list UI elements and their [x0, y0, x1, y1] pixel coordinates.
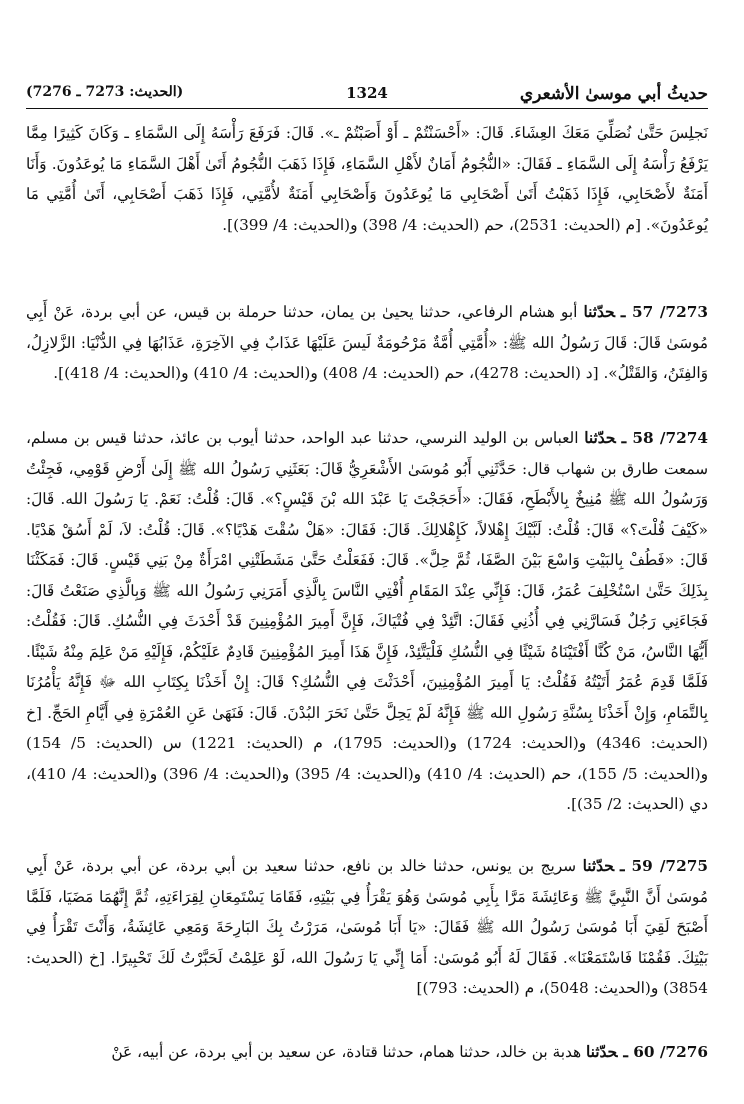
- hadith-lead: حدّثنا: [584, 429, 616, 447]
- hadith-number: 7275/ 59 ـ: [620, 857, 708, 875]
- hadith-number: 7273/ 57 ـ: [620, 303, 708, 321]
- hadith-lead: حدّثنا: [582, 857, 615, 875]
- hadith-lead: حدّثنا: [583, 303, 615, 321]
- chapter-title: حديثُ أبي موسىٰ الأشعري: [519, 84, 708, 104]
- hadith-text: أبو هشام الرفاعي، حدثنا يحيىٰ بن يمان، حدثنا حرملة بن قيس، عن أبي بردة، عَنْ أَبِي مُوسَىٰ قَالَ: قَالَ رَسُولُ الله ﷺ: «أُمَّتِي أُمَّةٌ مَرْحُومَةٌ لَيسَ عَلَيْهَا عَذَابٌ فِي الآخِرَةِ، عَذَابُهَا فِي الدُّنْيَا: الزَّلازِلُ، وَالفِتَنُ، وَالقَتْلُ». [د (الحديث: 4278)، حم (الحديث: 4/ 408) و(الحديث: 4/ 410) و(الحديث: 4/ 418)].: [26, 303, 708, 382]
- hadith-paragraph: [26, 297, 708, 389]
- hadith-text: هدبة بن خالد، حدثنا همام، حدثنا قتادة، عن سعيد بن أبي بردة، عن أبيه، عَنْ: [111, 1043, 582, 1061]
- hadith-paragraph: [26, 423, 708, 820]
- hadith-number: 7274/ 58 ـ: [621, 429, 709, 447]
- hadith-text: نَجلِسَ حَتَّىٰ نُصَلِّيَ مَعَكَ العِشَاءَ. قَالَ: «أَحْسَنْتُمْ ـ أَوْ أَصَبْتُمْ ـ». قَالَ: فَرَفَعَ رَأْسَهُ إِلَى السَّمَاءِ ـ وَكَانَ كَثِيرًا مِمَّا يَرْفَعُ رَأْسَهُ إِلَى السَّمَاءِ ـ فَقَالَ: «النُّجُومُ أَمَانٌ لأَهْلِ السَّمَاءِ، فَإِذَا ذَهَبَ النُّجُومُ أَتَىٰ أَهْلَ السَّمَاءِ مَا يُوعَدُونَ. وَأَنَا أَمَنَةٌ لأَصْحَابِي، فَإِذَا ذَهَبْتُ أَتَىٰ أَصْحَابِي مَا يُوعَدُونَ وَأَصْحَابِي أَمَنَةٌ لأُمَّتِي، فَإِذَا ذَهَبَ أَصْحَابِي، أَتَىٰ أُمَّتِي مَا يُوعَدُونَ». [م (الحديث: 2531)، حم (الحديث: 4/ 398) و(الحديث: 4/ 399)].: [26, 124, 708, 234]
- hadith-lead: حدّثنا: [585, 1043, 618, 1061]
- hadith-range: (الحديث: 7273 ـ 7276): [26, 84, 184, 100]
- hadith-block-continuation: [26, 118, 708, 240]
- hadith-block-7273: [26, 297, 708, 389]
- hadith-block-7275: [26, 851, 708, 1004]
- hadith-paragraph: [26, 851, 708, 1004]
- hadith-block-7274: [26, 423, 708, 820]
- hadith-text: العباس بن الوليد النرسي، حدثنا عبد الواحد، حدثنا أيوب بن عائذ، حدثنا قيس بن مسلم، سمعت طارق بن شهاب قال: حَدَّثَنِي أَبُو مُوسَىٰ الأَشْعَرِيُّ قَالَ: بَعَثَنِي رَسُولُ الله ﷺ إِلَىٰ أَرْضِ قَوْمِي، فَجِئْتُ وَرَسُولُ الله ﷺ مُنِيخٌ بِالأَبْطَحِ، فَقَالَ: «أَحَجَجْتَ يَا عَبْدَ الله بْنَ قَيْسٍ؟». قَالَ: قُلْتُ: نَعَمْ. يَا رَسُولَ الله. قَالَ: «كَيْفَ قُلْتَ؟» قَالَ: قُلْتُ: لَبَّيْكَ إِهْلالاً، كَإِهْلالِكَ. قَالَ: فَقَالَ: «هَلْ سُقْتَ هَدْيًا؟». قَالَ: قُلْتُ: لاَ، لَمْ أَسُقْ هَدْيًا. قَالَ: «فَطُفْ بِالبَيْتِ وَاسْعَ بَيْنَ الصَّفَا، ثُمَّ حِلَّ». قَالَ: فَفَعَلْتُ حَتَّىٰ مَشَطَتْنِي امْرَأَةٌ مِنْ بَنِي قَيْسٍ. قَالَ: فَمَكَثْنَا بِذَلِكَ حَتَّىٰ اسْتُخْلِفَ عُمَرُ، قَالَ: فَإِنِّي عِنْدَ المَقَامِ أُفْتِي النَّاسَ بِالَّذِي أَمَرَنِي رَسُولُ الله ﷺ وَبِالَّذِي صَنَعْتُ قَالَ: فَجَاءَنِي رَجُلٌ فَسَارَّنِي فِي أُذُنِي فَقَالَ: اتَّئِدْ فِي فُتْيَاكَ، فَإِنَّ أَمِيرَ المُؤْمِنِينَ قَدْ أَحْدَثَ فِي النُّسُكِ. قَالَ: فَقُلْتُ: أَيُّهَا النَّاسُ، مَنْ كُنَّا أَفْتَيْنَاهُ شَيْئًا فِي النُّسُكِ فَلْيَتَّئِدْ، فَإِنَّ هَذَا أَمِيرَ المُؤْمِنِينَ قَادِمٌ عَلَيْكُمْ، فَإِلَيْهِ مَنْ عَلِمَ مِنْهُ شَيْئًا. فَلَمَّا قَدِمَ عُمَرُ أَتَيْتُهُ فَقُلْتُ: يَا أَمِيرَ المُؤْمِنِينَ، أَحْدَثْتَ فِي النُّسُكِ؟ قَالَ: إِنْ أَخَذْنَا بِكِتَابِ الله ﷻ فَإِنَّهُ يَأْمُرُنَا بِالتَّمَامِ، وَإِنْ أَخَذْنَا بِسُنَّةِ رَسُولِ الله ﷺ فَإِنَّهُ لَمْ يَحِلَّ حَتَّىٰ نَحَرَ البُدْنَ. قَالَ: فَنَهَىٰ عَنِ العُمْرَةِ فِي أَيَّامِ الحَجِّ. [خ (الحديث: 4346) و(الحديث: 1724) و(الحديث: 1795)، م (الحديث: 1221) س (الحديث: 5/ 154) و(الحديث: 5/ 155)، حم (الحديث: 4/ 410) و(الحديث: 4/ 395) و(الحديث: 4/ 396) و(الحديث: 4/ 410)، دي (الحديث: 2/ 35)].: [26, 429, 708, 813]
- page-number: 1324: [346, 84, 388, 102]
- hadith-text: سريج بن يونس، حدثنا خالد بن نافع، حدثنا سعيد بن أبي بردة، عن أبي بردة، عَنْ أَبِي مُوسَىٰ أَنَّ النَّبِيَّ ﷺ وَعَائِشَةَ مَرَّا بِأَبِي مُوسَىٰ وَهُوَ يَقْرَأُ فِي بَيْتِهِ، فَقَامَا يَسْتَمِعَانِ لِقِرَاءَتِهِ، ثُمَّ إِنَّهُمَا مَضَيَا، فَلَمَّا أَصْبَحَ لَقِيَ أَبَا مُوسَىٰ رَسُولُ الله ﷺ فَقَالَ: «يَا أَبَا مُوسَىٰ، مَرَرْتُ بِكَ البَارِحَةَ وَمَعِي عَائِشَةُ، وَأَنْتَ تَقْرَأُ فِي بَيْتِكَ. فَقُمْنَا فَاسْتَمَعْنَا». فَقَالَ لَهُ أَبُو مُوسَىٰ: أَمَا إِنِّي يَا رَسُولَ الله، لَوْ عَلِمْتُ لَحَبَّرْتُ لَكَ تَحْبِيرًا. [خ (الحديث: 3854) و(الحديث: 5048)، م (الحديث: 793)]: [26, 857, 708, 997]
- page-header: [26, 82, 708, 109]
- hadith-block-7276: [26, 1037, 708, 1068]
- hadith-number: 7276/ 60 ـ: [623, 1043, 708, 1061]
- hadith-paragraph: [26, 1037, 708, 1068]
